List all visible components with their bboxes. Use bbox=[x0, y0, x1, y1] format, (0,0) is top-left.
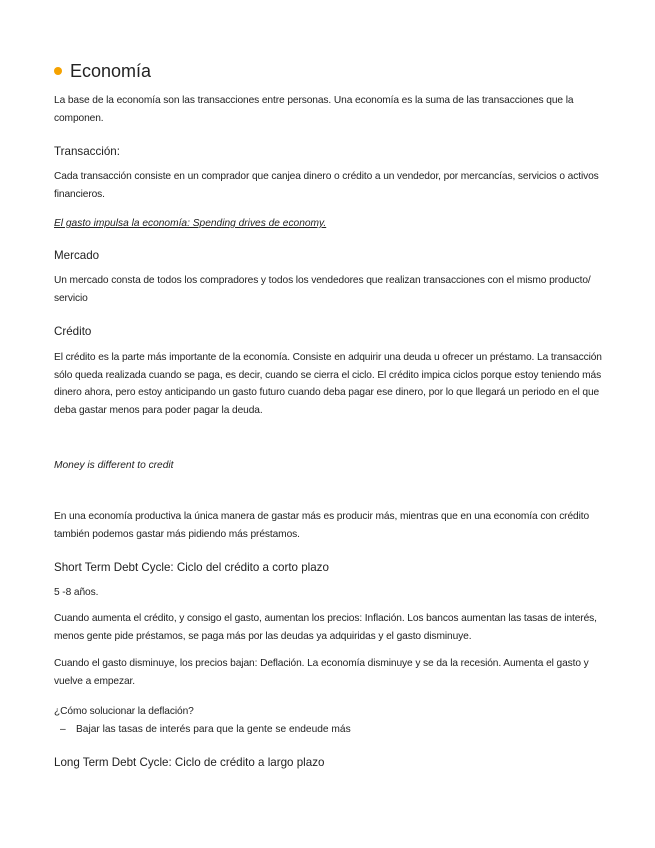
short-term-heading: Short Term Debt Cycle: Ciclo del crédito a corto plazo bbox=[54, 561, 329, 574]
section-title: Economía bbox=[70, 61, 152, 81]
mercado-heading: Mercado bbox=[54, 249, 100, 262]
mercado-paragraph: Un mercado consta de todos los compradores y todos los vendedores que realizan transacciones con el mismo producto/ servicio bbox=[54, 275, 591, 304]
transaccion-paragraph: Cada transacción consiste en un comprador que canjea dinero o crédito a un vendedor, por mercancías, servicios o activos financieros. bbox=[54, 171, 599, 200]
transaccion-heading: Transacción: bbox=[54, 145, 120, 158]
short-term-paragraph-2: Cuando el gasto disminuye, los precios bajan: Deflación. La economía disminuye y se da la recesión. Aumenta el gasto y vuelve a empezar. bbox=[54, 658, 589, 687]
section-title-row bbox=[54, 58, 151, 84]
productive-paragraph: En una economía productiva la única manera de gastar más es producir más, mientras que en una economía con crédito también podemos gastar más pidiendo más préstamos. bbox=[54, 511, 590, 540]
list-item-text: Bajar las tasas de interés para que la gente se endeude más bbox=[76, 724, 351, 735]
short-term-paragraph-1: Cuando aumenta el crédito, y consigo el gasto, aumentan los precios: Inflación. Los bancos aumentan las tasas de interés, menos gente pide préstamos, se paga más por las deudas ya adquiridas y el gasto disminuye. bbox=[54, 613, 597, 642]
list-item bbox=[60, 723, 351, 737]
credito-paragraph: El crédito es la parte más importante de la economía. Consiste en adquirir una deuda u ofrecer un préstamo. La transacción sólo queda realizada cuando se paga, es decir, cuando se cierra el ciclo. El crédito impica ciclos porque estoy teniendo más dinero ahora, pero estoy anticipando un gasto futuro cuando deba pagar ese dinero, por lo que llegará un periodo en el que deba gastar menos para poder pagar la deuda. bbox=[54, 352, 602, 416]
list-dash: – bbox=[60, 724, 66, 735]
long-term-heading: Long Term Debt Cycle: Ciclo de crédito a largo plazo bbox=[54, 756, 325, 769]
intro-paragraph: La base de la economía son las transacciones entre personas. Una economía es la suma de las transacciones que la componen. bbox=[54, 95, 574, 124]
money-note: Money is different to credit bbox=[54, 460, 174, 471]
deflation-question: ¿Cómo solucionar la deflación? bbox=[54, 706, 194, 717]
credito-heading: Crédito bbox=[54, 325, 92, 338]
short-term-years: 5 -8 años. bbox=[54, 587, 99, 598]
quote-link[interactable]: El gasto impulsa la economía: Spending drives de economy. bbox=[54, 218, 327, 229]
bullet-dot-icon bbox=[54, 67, 62, 75]
